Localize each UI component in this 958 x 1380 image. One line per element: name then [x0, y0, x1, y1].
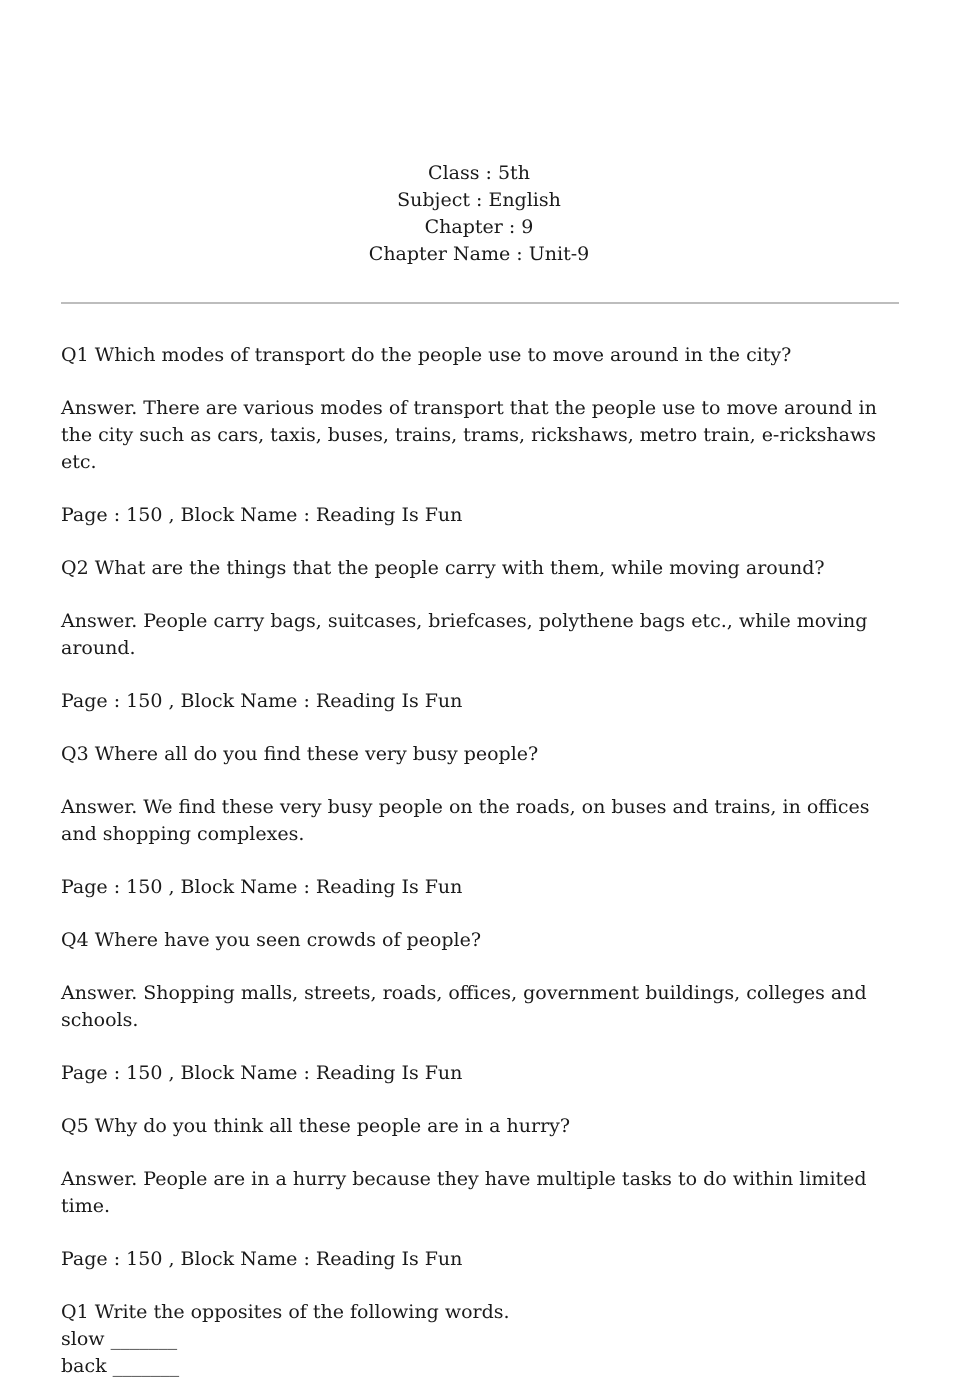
subject-line: Subject : English [397, 189, 561, 211]
chapter-line: Chapter : 9 [424, 216, 534, 238]
answer-1: Answer. There are various modes of transport that the people use to move around in the city such as cars, taxis, buses, trains, trams, rickshaws, metro train, e-rickshaws etc. [61, 397, 877, 473]
document-body [61, 342, 901, 1380]
answer-4: Answer. Shopping malls, streets, roads, offices, government buildings, colleges and schools. [61, 982, 867, 1031]
exercise-line-back: back _______ [61, 1355, 180, 1377]
question-3: Q3 Where all do you find these very busy people? [61, 743, 539, 765]
page-ref-2: Page : 150 , Block Name : Reading Is Fun [61, 690, 463, 712]
question-1: Q1 Which modes of transport do the people use to move around in the city? [61, 344, 792, 366]
question-2: Q2 What are the things that the people carry with them, while moving around? [61, 557, 825, 579]
page-ref-3: Page : 150 , Block Name : Reading Is Fun [61, 876, 463, 898]
exercise-line-slow: slow _______ [61, 1328, 178, 1350]
question-5: Q5 Why do you think all these people are in a hurry? [61, 1115, 571, 1137]
answer-2: Answer. People carry bags, suitcases, briefcases, polythene bags etc., while moving around. [61, 610, 868, 659]
page-ref-5: Page : 150 , Block Name : Reading Is Fun [61, 1248, 463, 1270]
answer-3: Answer. We find these very busy people on the roads, on buses and trains, in offices and shopping complexes. [61, 796, 870, 845]
document-header [0, 160, 958, 268]
answer-5: Answer. People are in a hurry because they have multiple tasks to do within limited time. [61, 1168, 867, 1217]
chapter-name-line: Chapter Name : Unit-9 [368, 243, 590, 265]
class-line: Class : 5th [428, 162, 530, 184]
exercise-question: Q1 Write the opposites of the following words. [61, 1301, 510, 1323]
page-ref-4: Page : 150 , Block Name : Reading Is Fun [61, 1062, 463, 1084]
header-divider [61, 302, 899, 304]
page-ref-1: Page : 150 , Block Name : Reading Is Fun [61, 504, 463, 526]
question-4: Q4 Where have you seen crowds of people? [61, 929, 482, 951]
